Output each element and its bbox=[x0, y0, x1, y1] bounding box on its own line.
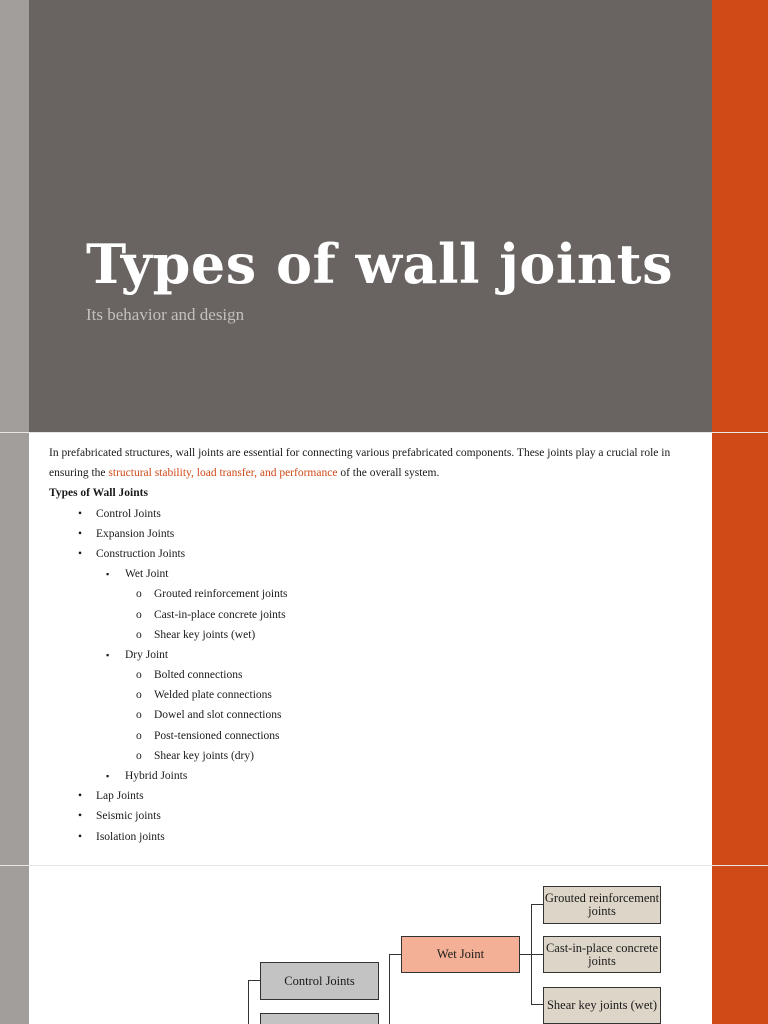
list-item bbox=[49, 504, 699, 524]
grouted-reinforcement-box: Grouted reinforcement joints bbox=[543, 886, 661, 924]
bullet: • bbox=[78, 790, 83, 803]
intro-highlight: structural stability, load transfer, and performance bbox=[108, 467, 338, 480]
list-item bbox=[49, 645, 699, 665]
bullet: o bbox=[136, 669, 142, 682]
connector-line bbox=[520, 954, 531, 955]
content-slide-body bbox=[29, 433, 712, 865]
list-item-label: Lap Joints bbox=[96, 790, 144, 803]
bullet: • bbox=[78, 547, 83, 560]
list-item-label: Post-tensioned connections bbox=[154, 729, 280, 742]
diagram-slide bbox=[0, 866, 768, 1024]
list-item-label: Control Joints bbox=[96, 507, 161, 520]
list-item bbox=[49, 544, 699, 564]
left-accent-bar bbox=[0, 0, 29, 432]
intro-text: In prefabricated structures, wall joints are essential for connecting various prefabricated components. These joints play a crucial role in ensuring the bbox=[49, 447, 671, 480]
slide-title: Types of wall joints bbox=[86, 232, 673, 296]
bullet: • bbox=[78, 810, 83, 823]
list-item-label: Cast-in-place concrete joints bbox=[154, 608, 286, 621]
list-item bbox=[49, 726, 699, 746]
list-item bbox=[49, 746, 699, 766]
right-accent-bar bbox=[712, 433, 768, 865]
bullet: o bbox=[136, 689, 142, 702]
intro-paragraph bbox=[49, 443, 699, 483]
list-item-label: Shear key joints (wet) bbox=[154, 628, 256, 641]
list-item-label: Construction Joints bbox=[96, 547, 186, 560]
joint-hierarchy-diagram bbox=[29, 866, 712, 1024]
list-item-label: Bolted connections bbox=[154, 669, 243, 682]
bullet: o bbox=[136, 729, 142, 742]
bullet: o bbox=[136, 588, 142, 601]
bullet: ▪ bbox=[106, 649, 110, 660]
list-item bbox=[49, 564, 699, 584]
shear-key-wet-box: Shear key joints (wet) bbox=[543, 987, 661, 1024]
connector-line bbox=[248, 980, 249, 1024]
bullet: o bbox=[136, 709, 142, 722]
cast-in-place-box: Cast-in-place concrete joints bbox=[543, 936, 661, 973]
connector-line bbox=[531, 954, 543, 955]
bullet: o bbox=[136, 608, 142, 621]
left-accent-bar bbox=[0, 433, 29, 865]
title-slide-content bbox=[29, 0, 712, 432]
bullet: ▪ bbox=[106, 771, 110, 782]
connector-line bbox=[531, 904, 543, 905]
bullet: ▪ bbox=[106, 569, 110, 580]
connector-line bbox=[248, 980, 260, 981]
joint-types-text bbox=[49, 443, 699, 847]
connector-line bbox=[389, 954, 390, 1024]
control-joints-box: Control Joints bbox=[260, 962, 379, 1000]
list-item-label: Isolation joints bbox=[96, 830, 165, 843]
list-item-label: Grouted reinforcement joints bbox=[154, 588, 288, 601]
list-item-label: Dry Joint bbox=[125, 648, 169, 661]
connector-line bbox=[531, 1004, 543, 1005]
list-item bbox=[49, 806, 699, 826]
list-item-label: Expansion Joints bbox=[96, 527, 175, 540]
list-item-label: Hybrid Joints bbox=[125, 770, 188, 783]
list-item bbox=[49, 685, 699, 705]
bullet: • bbox=[78, 527, 83, 540]
bullet: • bbox=[78, 507, 83, 520]
list-item bbox=[49, 786, 699, 806]
section-heading: Types of Wall Joints bbox=[49, 487, 148, 500]
list-item bbox=[49, 827, 699, 847]
bullet: o bbox=[136, 749, 142, 762]
title-slide bbox=[0, 0, 768, 432]
list-item bbox=[49, 524, 699, 544]
right-accent-bar bbox=[712, 0, 768, 432]
slide-subtitle: Its behavior and design bbox=[86, 305, 245, 324]
list-item-label: Wet Joint bbox=[125, 568, 169, 581]
list-item bbox=[49, 705, 699, 725]
bullet: o bbox=[136, 628, 142, 641]
list-item bbox=[49, 766, 699, 786]
list-item bbox=[49, 584, 699, 604]
wet-joint-box: Wet Joint bbox=[401, 936, 520, 973]
connector-line bbox=[389, 954, 401, 955]
list-item bbox=[49, 625, 699, 645]
right-accent-bar bbox=[712, 866, 768, 1024]
diagram-box bbox=[260, 1013, 379, 1024]
list-item-label: Shear key joints (dry) bbox=[154, 749, 254, 762]
content-slide bbox=[0, 433, 768, 865]
left-accent-bar bbox=[0, 866, 29, 1024]
list-item-label: Welded plate connections bbox=[154, 689, 272, 702]
list-item-label: Seismic joints bbox=[96, 810, 161, 823]
list-item bbox=[49, 605, 699, 625]
intro-text-end: of the overall system. bbox=[337, 467, 440, 480]
bullet: • bbox=[78, 830, 83, 843]
list-item bbox=[49, 665, 699, 685]
list-item-label: Dowel and slot connections bbox=[154, 709, 282, 722]
